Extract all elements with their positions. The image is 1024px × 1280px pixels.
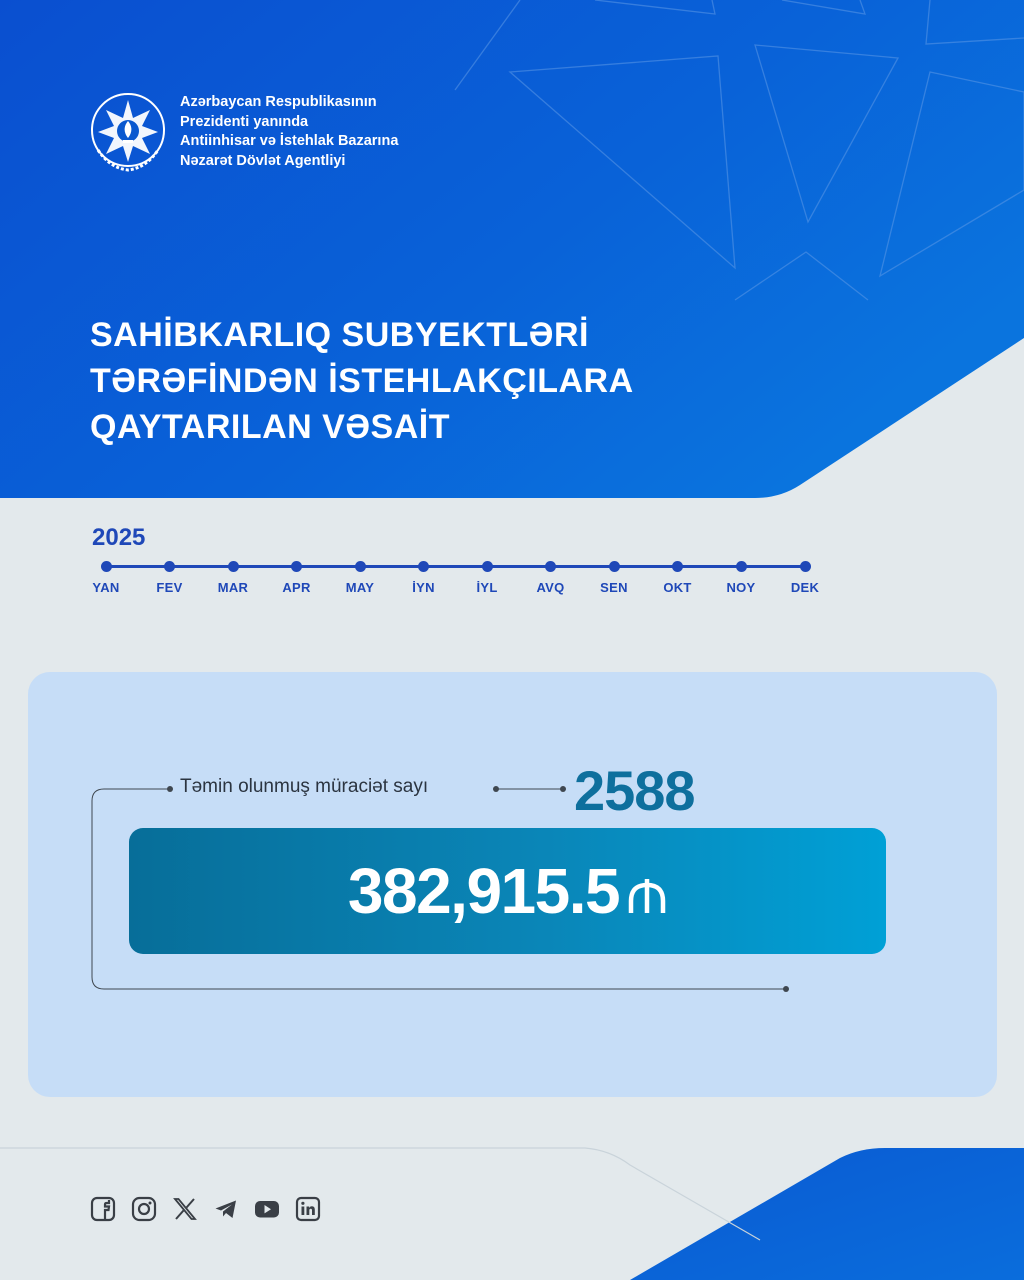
timeline-dot	[545, 561, 556, 572]
timeline-month-label: MAY	[345, 580, 375, 595]
telegram-icon[interactable]	[213, 1196, 239, 1222]
timeline-month	[584, 561, 644, 595]
timeline-dot	[672, 561, 683, 572]
agency-name-line: Azərbaycan Respublikasının	[180, 94, 377, 110]
timeline-month	[711, 561, 771, 595]
timeline-month-label: FEV	[156, 580, 183, 595]
agency-name-line: Prezidenti yanında	[180, 113, 309, 130]
timeline-dot	[101, 561, 112, 572]
page-title-line: SAHİBKARLIQ SUBYEKTLƏRİ	[90, 316, 589, 354]
timeline-month	[140, 561, 200, 595]
timeline-dot	[355, 561, 366, 572]
manat-icon	[627, 877, 667, 917]
timeline-month-label: İYN	[412, 580, 435, 595]
youtube-icon[interactable]	[254, 1196, 280, 1222]
linkedin-icon[interactable]	[295, 1196, 321, 1222]
timeline-month-label: APR	[282, 580, 311, 595]
applications-count: 2588	[574, 759, 695, 822]
timeline-month	[394, 561, 454, 595]
timeline-dot	[228, 561, 239, 572]
timeline-dot	[736, 561, 747, 572]
timeline-month-label: SEN	[600, 580, 628, 595]
agency-name-line: Antiinhisar və İstehlak Bazarına	[180, 133, 399, 149]
timeline-dot	[800, 561, 811, 572]
applications-label: Təmin olunmuş müraciət sayı	[180, 776, 429, 797]
instagram-icon[interactable]	[131, 1196, 157, 1222]
amount-value: 382,915.5	[347, 855, 620, 927]
timeline-month	[521, 561, 581, 595]
timeline-month-label: OKT	[663, 580, 692, 595]
timeline-month	[457, 561, 517, 595]
timeline-month	[203, 561, 263, 595]
timeline-month	[648, 561, 708, 595]
timeline-dot	[482, 561, 493, 572]
timeline-month	[775, 561, 835, 595]
timeline-month-label: NOY	[726, 580, 756, 595]
page-title	[90, 312, 634, 450]
timeline-dot	[418, 561, 429, 572]
facebook-icon[interactable]	[90, 1196, 116, 1222]
amount-box	[129, 828, 886, 954]
agency-name-line: Nəzarət Dövlət Agentliyi	[180, 152, 346, 169]
timeline-month-label: AVQ	[536, 580, 565, 595]
timeline-month-label: YAN	[92, 580, 120, 595]
timeline-dot	[164, 561, 175, 572]
timeline-month-label: İYL	[476, 580, 498, 595]
state-emblem-icon	[88, 88, 168, 176]
timeline-month	[330, 561, 390, 595]
timeline-dot	[609, 561, 620, 572]
timeline-month-label: DEK	[790, 580, 820, 595]
social-links	[90, 1196, 336, 1222]
page-title-line: TƏRƏFİNDƏN İSTEHLAKÇILARA	[90, 362, 634, 400]
timeline-month	[76, 561, 136, 595]
timeline-month-label: MAR	[217, 580, 249, 595]
agency-logo-block	[88, 88, 398, 176]
timeline-year: 2025	[92, 524, 146, 551]
timeline-dot	[291, 561, 302, 572]
page-title-line: QAYTARILAN VƏSAİT	[90, 408, 450, 446]
x-icon[interactable]	[172, 1196, 198, 1222]
agency-name	[180, 93, 398, 171]
timeline-month	[267, 561, 327, 595]
